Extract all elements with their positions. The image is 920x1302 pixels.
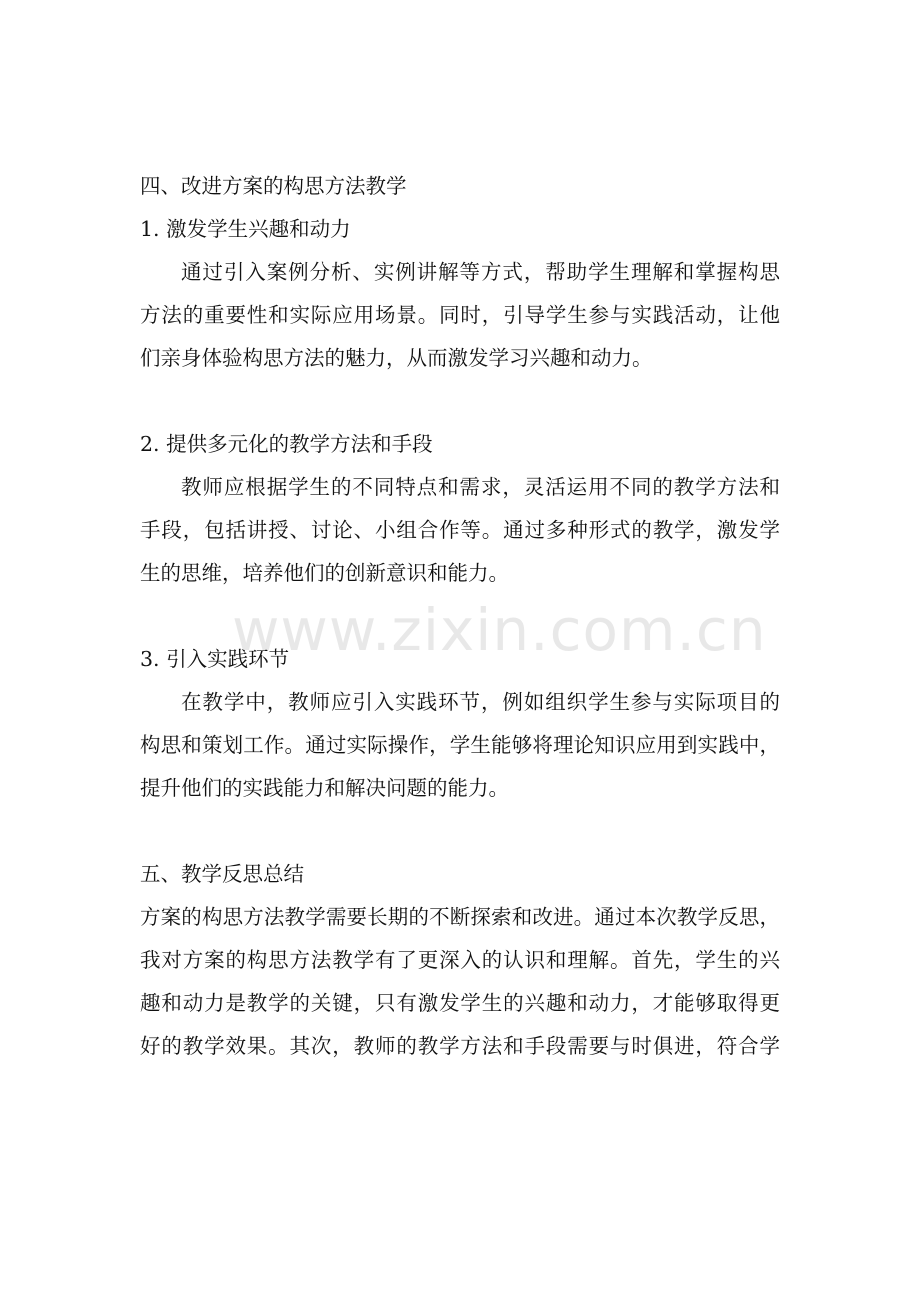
paragraph-line: 方法的重要性和实际应用场景。同时，引导学生参与实践活动，让他 [140, 303, 780, 327]
paragraph-line: 生的思维，培养他们的创新意识和能力。 [140, 561, 509, 585]
paragraph-line: 在教学中，教师应引入实践环节，例如组织学生参与实际项目的 [181, 690, 780, 714]
watermark: www.zixin.com.cn [232, 596, 767, 664]
item-title-1: 1. 激发学生兴趣和动力 [140, 217, 351, 241]
paragraph-line: 构思和策划工作。通过实际操作，学生能够将理论知识应用到实践中， [140, 733, 780, 757]
paragraph-gap [140, 380, 780, 423]
paragraph-line: 们亲身体验构思方法的魅力，从而激发学习兴趣和动力。 [140, 346, 653, 370]
item-title-3: 3. 引入实践环节 [140, 647, 290, 671]
paragraph-gap [140, 810, 780, 853]
paragraph-line: 方案的构思方法教学需要长期的不断探索和改进。通过本次教学反思， [140, 905, 780, 929]
section-heading-5: 五、教学反思总结 [140, 862, 304, 886]
section-heading-4: 四、改进方案的构思方法教学 [140, 174, 407, 198]
paragraph-line: 教师应根据学生的不同特点和需求，灵活运用不同的教学方法和 [181, 475, 780, 499]
paragraph-line: 手段，包括讲授、讨论、小组合作等。通过多种形式的教学，激发学 [140, 518, 780, 542]
paragraph-line: 通过引入案例分析、实例讲解等方式，帮助学生理解和掌握构思 [181, 260, 780, 284]
paragraph-line: 提升他们的实践能力和解决问题的能力。 [140, 776, 509, 800]
item-title-2: 2. 提供多元化的教学方法和手段 [140, 432, 433, 456]
paragraph-gap [140, 595, 780, 638]
document-body [140, 165, 780, 1068]
paragraph-line: 我对方案的构思方法教学有了更深入的认识和理解。首先，学生的兴 [140, 948, 780, 972]
paragraph-line: 好的教学效果。其次，教师的教学方法和手段需要与时俱进，符合学 [140, 1034, 780, 1058]
paragraph-line: 趣和动力是教学的关键，只有激发学生的兴趣和动力，才能够取得更 [140, 991, 780, 1015]
